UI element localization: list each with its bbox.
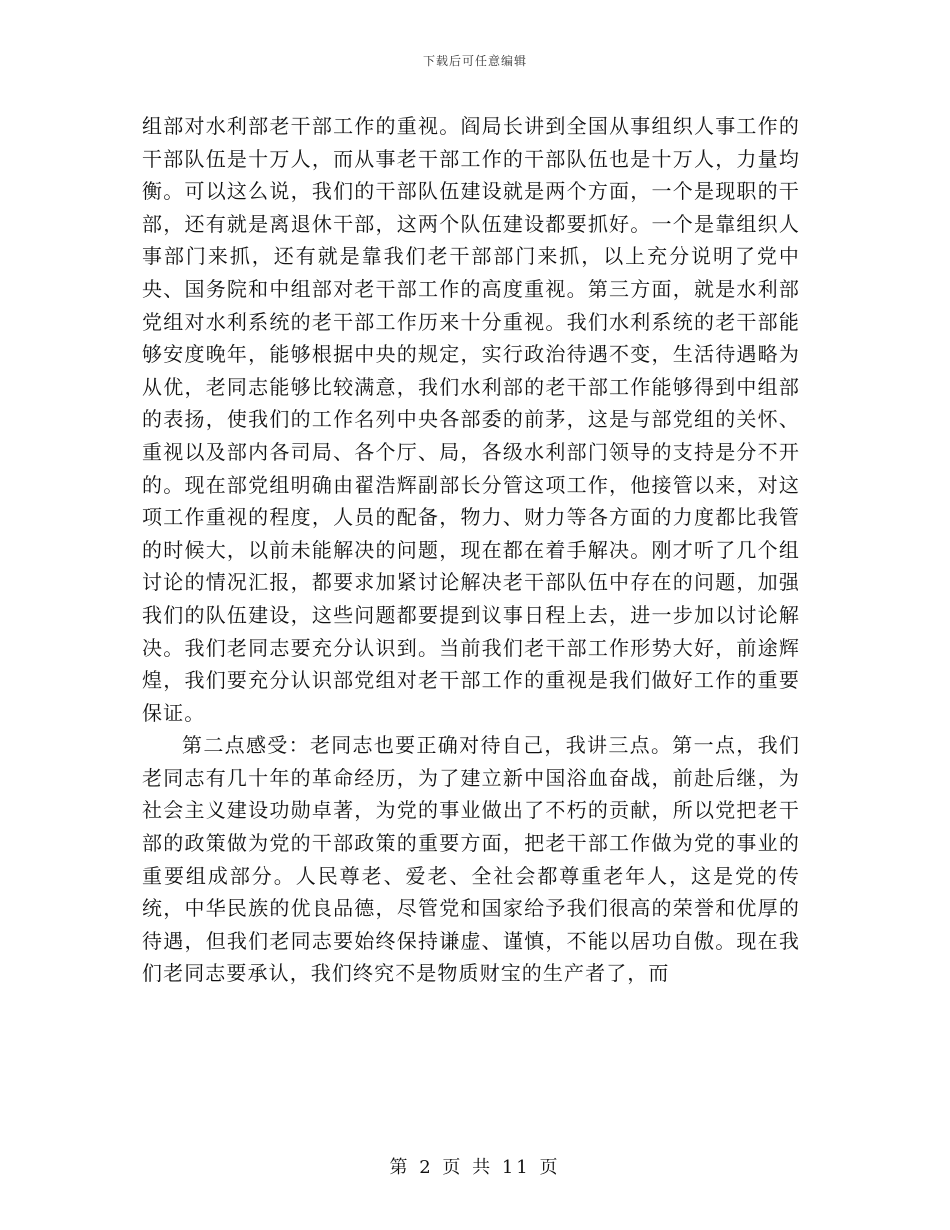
body-text xyxy=(142,110,800,990)
paragraph-1: 组部对水利部老干部工作的重视。阎局长讲到全国从事组织人事工作的干部队伍是十万人，而从事老干部工作的干部队伍也是十万人，力量均衡。可以这么说，我们的干部队伍建设就是两个方面，一个是现职的干部，还有就是离退休干部，这两个队伍建设都要抓好。一个是靠组织人事部门来抓，还有就是靠我们老干部部门来抓，以上充分说明了党中央、国务院和中组部对老干部工作的高度重视。第三方面，就是水利部党组对水利系统的老干部工作历来十分重视。我们水利系统的老干部能够安度晚年，能够根据中央的规定，实行政治待遇不变，生活待遇略为从优，老同志能够比较满意，我们水利部的老干部工作能够得到中组部的表扬，使我们的工作名列中央各部委的前茅，这是与部党组的关怀、重视以及部内各司局、各个厅、局，各级水利部门领导的支持是分不开的。现在部党组明确由翟浩辉副部长分管这项工作，他接管以来，对这项工作重视的程度，人员的配备，物力、财力等各方面的力度都比我管的时候大，以前未能解决的问题，现在都在着手解决。刚才听了几个组讨论的情况汇报，都要求加紧讨论解决老干部队伍中存在的问题，加强我们的队伍建设，这些问题都要提到议事日程上去，进一步加以讨论解决。我们老同志要充分认识到。当前我们老干部工作形势大好，前途辉煌，我们要充分认识部党组对老干部工作的重视是我们做好工作的重要保证。 xyxy=(142,114,800,725)
page-footer: 第 2 页 共 11 页 xyxy=(389,1157,561,1178)
paragraph-2: 第二点感受：老同志也要正确对待自己，我讲三点。第一点，我们老同志有几十年的革命经历，为了建立新中国浴血奋战，前赴后继，为社会主义建设功勋卓著，为党的事业做出了不朽的贡献，所以党把老干部的政策做为党的干部政策的重要方面，把老干部工作做为党的事业的重要组成部分。人民尊老、爱老、全社会都尊重老年人，这是党的传统，中华民族的优良品德，尽管党和国家给予我们很高的荣誉和优厚的待遇，但我们老同志要始终保持谦虚、谨慎，不能以居功自傲。现在我们老同志要承认，我们终究不是物质财宝的生产者了，而 xyxy=(142,733,800,986)
page-header: 下载后可任意编辑 xyxy=(422,54,527,68)
